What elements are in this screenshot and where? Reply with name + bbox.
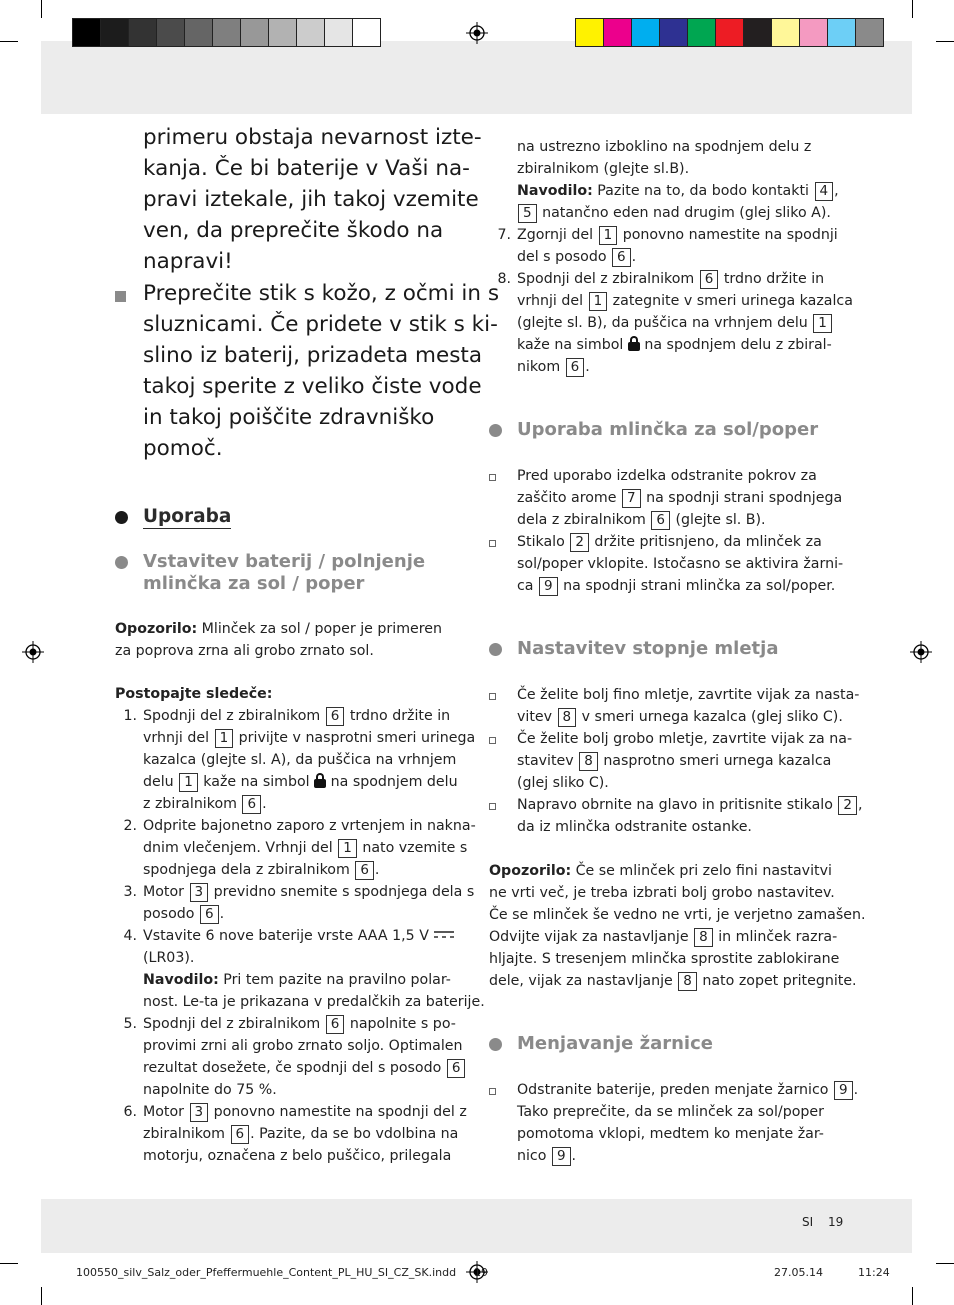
- steps-label: Postopajte sledeče:: [115, 686, 273, 702]
- text-line: sluznicami. Če pridete v stik s ki-: [143, 312, 498, 337]
- list-item: da iz mlinčka odstranite ostanke.: [517, 819, 752, 835]
- list-item: ca 9 na spodnji strani mlinčka za sol/poper.: [517, 578, 836, 594]
- file-name: 100550_silv_Salz_oder_Pfeffermuehle_Content_PL_HU_SI_CZ_SK.indd: [76, 1266, 457, 1279]
- step-note: Navodilo: Pri tem pazite na pravilno polar-: [143, 972, 451, 988]
- warning-note: dele, vijak za nastavljanje 8 nato zopet pritegnite.: [489, 973, 857, 989]
- text-line: pomoč.: [143, 436, 223, 461]
- section-heading-uporaba-mlincka: Uporaba mlinčka za sol/poper: [517, 419, 819, 440]
- text-line: slino iz baterij, prizadeta mesta: [143, 343, 483, 368]
- step-note: nost. Le-ta je prikazana v predalčkih za baterije.: [143, 994, 485, 1010]
- color-swatch: [659, 18, 688, 47]
- list-item: Tako preprečite, da se mlinček za sol/poper: [517, 1104, 824, 1120]
- step-number: 7.: [497, 227, 511, 243]
- list-item: zaščito arome 7 na spodnji strani spodnjega: [517, 490, 843, 506]
- step-number: 6.: [123, 1104, 137, 1120]
- bullet-square-icon: [489, 803, 496, 810]
- page-number: 19: [828, 1215, 844, 1229]
- color-swatch: [603, 18, 632, 47]
- step-text: Zgornji del 1 ponovno namestite na spodnji: [517, 227, 838, 243]
- bullet-square-icon: [489, 693, 496, 700]
- footer-band: [41, 1199, 912, 1253]
- section-heading-zarnice: Menjavanje žarnice: [517, 1033, 713, 1054]
- color-swatch: [743, 18, 772, 47]
- print-time: 11:24: [858, 1266, 890, 1279]
- step-text: Spodnji del z zbiralnikom 6 trdno držite in: [143, 708, 451, 724]
- color-swatch: [855, 18, 884, 47]
- step-text: Odprite bajonetno zaporo z vrtenjem in nakna-: [143, 818, 476, 834]
- color-swatch: [296, 18, 325, 47]
- text-line: takoj sperite z veliko čiste vode: [143, 374, 482, 399]
- color-swatch: [240, 18, 269, 47]
- bullet-square-icon: [115, 291, 126, 302]
- step-text: Spodnji del z zbiralnikom 6 trdno držite in: [517, 271, 825, 287]
- step-text: provimi zrni ali grobo zrnato soljo. Optimalen: [143, 1038, 463, 1054]
- step-text: kaže na simbol na spodnjem delu z zbiral-: [517, 337, 832, 353]
- crop-mark: [41, 1287, 42, 1305]
- step-text: napolnite do 75 %.: [143, 1082, 277, 1098]
- step-text: posodo 6 .: [143, 906, 225, 922]
- list-item: Odstranite baterije, preden menjate žarnico 9 .: [517, 1082, 859, 1098]
- heading-bullet-icon: [489, 1038, 502, 1051]
- step-text: Vstavite 6 nove baterije vrste AAA 1,5 V: [143, 925, 455, 947]
- list-item: Če želite bolj fino mletje, zavrtite vijak za nasta-: [517, 687, 860, 703]
- step-text: Spodnji del z zbiralnikom 6 napolnite s po-: [143, 1016, 456, 1032]
- list-item: pomotoma vklopi, medtem ko menjate žar-: [517, 1126, 824, 1142]
- color-swatch: [156, 18, 185, 47]
- dc-symbol-icon: [433, 929, 455, 939]
- text-line: in takoj poiščite zdravniško: [143, 405, 435, 430]
- bullet-square-icon: [489, 1088, 496, 1095]
- step-text: (glejte sl. B), da puščica na vrhnjem delu 1: [517, 312, 833, 334]
- section-heading-nastavitev: Nastavitev stopnje mletja: [517, 638, 779, 659]
- text-line: Preprečite stik s kožo, z očmi in s: [143, 281, 500, 306]
- step-text: del s posodo 6 .: [517, 249, 637, 265]
- bullet-square-icon: [489, 540, 496, 547]
- color-swatch: [771, 18, 800, 47]
- color-swatch: [324, 18, 353, 47]
- step-text: nikom 6 .: [517, 359, 590, 375]
- registration-mark-icon: [910, 641, 932, 663]
- heading-bullet-icon: [489, 643, 502, 656]
- heading-bullet-icon: [489, 424, 502, 437]
- warning-note: Odvijte vijak za nastavljanje 8 in mlinček razra-: [489, 929, 838, 945]
- crop-mark: [936, 41, 954, 42]
- color-swatch: [631, 18, 660, 47]
- text-line: kanja. Če bi baterije v Vaši na-: [143, 156, 470, 181]
- lock-icon: [314, 773, 326, 787]
- crop-mark: [41, 0, 42, 18]
- section-heading-uporaba: Uporaba: [143, 506, 232, 527]
- list-item: stavitev 8 nasprotno smeri urnega kazalca: [517, 753, 832, 769]
- color-swatch: [352, 18, 381, 47]
- step-number: 1.: [123, 708, 137, 724]
- color-swatch: [184, 18, 213, 47]
- file-page: 19: [474, 1266, 488, 1279]
- bullet-square-icon: [489, 474, 496, 481]
- step-number: 5.: [123, 1016, 137, 1032]
- warning-note: Opozorilo: Če se mlinček pri zelo fini nastavitvi: [489, 863, 832, 879]
- step-text: z zbiralnikom 6 .: [143, 796, 267, 812]
- step-text: zbiralnikom 6 . Pazite, da se bo vdolbina na: [143, 1126, 459, 1142]
- lock-icon: [628, 336, 640, 350]
- color-swatch: [72, 18, 101, 47]
- step-text: Motor 3 ponovno namestite na spodnji del z: [143, 1104, 467, 1120]
- color-swatch: [268, 18, 297, 47]
- crop-mark: [936, 1263, 954, 1264]
- text-line: ven, da preprečite škodo na: [143, 218, 444, 243]
- step-text: dnim vlečenjem. Vrhnji del 1 nato vzemite s: [143, 840, 468, 856]
- list-item: dela z zbiralnikom 6 (glejte sl. B).: [517, 512, 766, 528]
- list-item: vitev 8 v smeri urnega kazalca (glej sliko C).: [517, 709, 843, 725]
- step-text: motorju, označena z belo puščico, prilegala: [143, 1148, 452, 1164]
- crop-mark: [912, 0, 913, 18]
- color-swatch: [100, 18, 129, 47]
- bullet-square-icon: [489, 737, 496, 744]
- color-swatch: [128, 18, 157, 47]
- step-text: zbiralnikom (glejte sl.B).: [517, 161, 690, 177]
- list-item: (glej sliko C).: [517, 775, 609, 791]
- color-swatch: [212, 18, 241, 47]
- crop-mark: [0, 41, 18, 42]
- step-text: na ustrezno izboklino na spodnjem delu z: [517, 139, 812, 155]
- warning-note: Če se mlinček še vedno ne vrti, je verjetno zamašen.: [489, 907, 866, 923]
- color-swatch: [687, 18, 716, 47]
- step-text: vrhnji del 1 privijte v nasprotni smeri urinega: [143, 730, 476, 746]
- step-number: 3.: [123, 884, 137, 900]
- step-text: spodnjega dela z zbiralnikom 6 .: [143, 862, 380, 878]
- registration-mark-icon: [22, 641, 44, 663]
- step-number: 4.: [123, 928, 137, 944]
- warning-note-line2: za poprova zrna ali grobo zrnato sol.: [115, 643, 374, 659]
- heading-bullet-icon: [115, 511, 128, 524]
- crop-mark: [0, 1263, 18, 1264]
- warning-note: ne vrti več, je treba izbrati bolj grobo nastavitev.: [489, 885, 835, 901]
- header-band: [41, 41, 912, 114]
- step-text: Motor 3 previdno snemite s spodnjega dela s: [143, 884, 475, 900]
- list-item: Pred uporabo izdelka odstranite pokrov za: [517, 468, 817, 484]
- warning-note: Opozorilo: Mlinček za sol / poper je primeren: [115, 621, 442, 637]
- list-item: sol/poper vklopite. Istočasno se aktivira žarni-: [517, 556, 844, 572]
- text-line: pravi iztekale, jih takoj vzemite: [143, 187, 479, 212]
- list-item: Stikalo 2 držite pritisnjeno, da mlinček za: [517, 534, 822, 550]
- step-note: Navodilo: Pazite na to, da bodo kontakti 4 ,: [517, 183, 839, 199]
- step-text: kazalca (glejte sl. A), da puščica na vrhnjem: [143, 752, 457, 768]
- warning-note: hljajte. S tresenjem mlinčka sprostite zablokirane: [489, 951, 840, 967]
- step-text: delu 1 kaže na simbol na spodnjem delu: [143, 774, 458, 790]
- color-swatch: [827, 18, 856, 47]
- list-item: Če želite bolj grobo mletje, zavrtite vijak za na-: [517, 731, 853, 747]
- step-note: 5 natančno eden nad drugim (glej sliko A).: [517, 202, 831, 224]
- page-language: SI: [802, 1215, 814, 1229]
- step-text: (LR03).: [143, 950, 195, 966]
- section-heading-vstavitev-line2: mlinčka za sol / poper: [143, 573, 365, 594]
- step-text: vrhnji del 1 zategnite v smeri urinega kazalca: [517, 293, 853, 309]
- crop-mark: [912, 1287, 913, 1305]
- registration-mark-icon: [466, 22, 488, 44]
- text-line: primeru obstaja nevarnost izte-: [143, 125, 482, 150]
- step-number: 8.: [497, 271, 511, 287]
- list-item: Napravo obrnite na glavo in pritisnite stikalo 2 ,: [517, 797, 863, 813]
- heading-bullet-icon: [115, 556, 128, 569]
- text-line: napravi!: [143, 249, 233, 274]
- color-swatch: [799, 18, 828, 47]
- list-item: nico 9 .: [517, 1148, 577, 1164]
- section-heading-vstavitev: Vstavitev baterij / polnjenje: [143, 551, 426, 572]
- step-number: 2.: [123, 818, 137, 834]
- print-date: 27.05.14: [774, 1266, 823, 1279]
- color-swatch: [715, 18, 744, 47]
- color-swatch: [575, 18, 604, 47]
- step-text: rezultat dosežete, če spodnji del s posodo 6: [143, 1057, 466, 1079]
